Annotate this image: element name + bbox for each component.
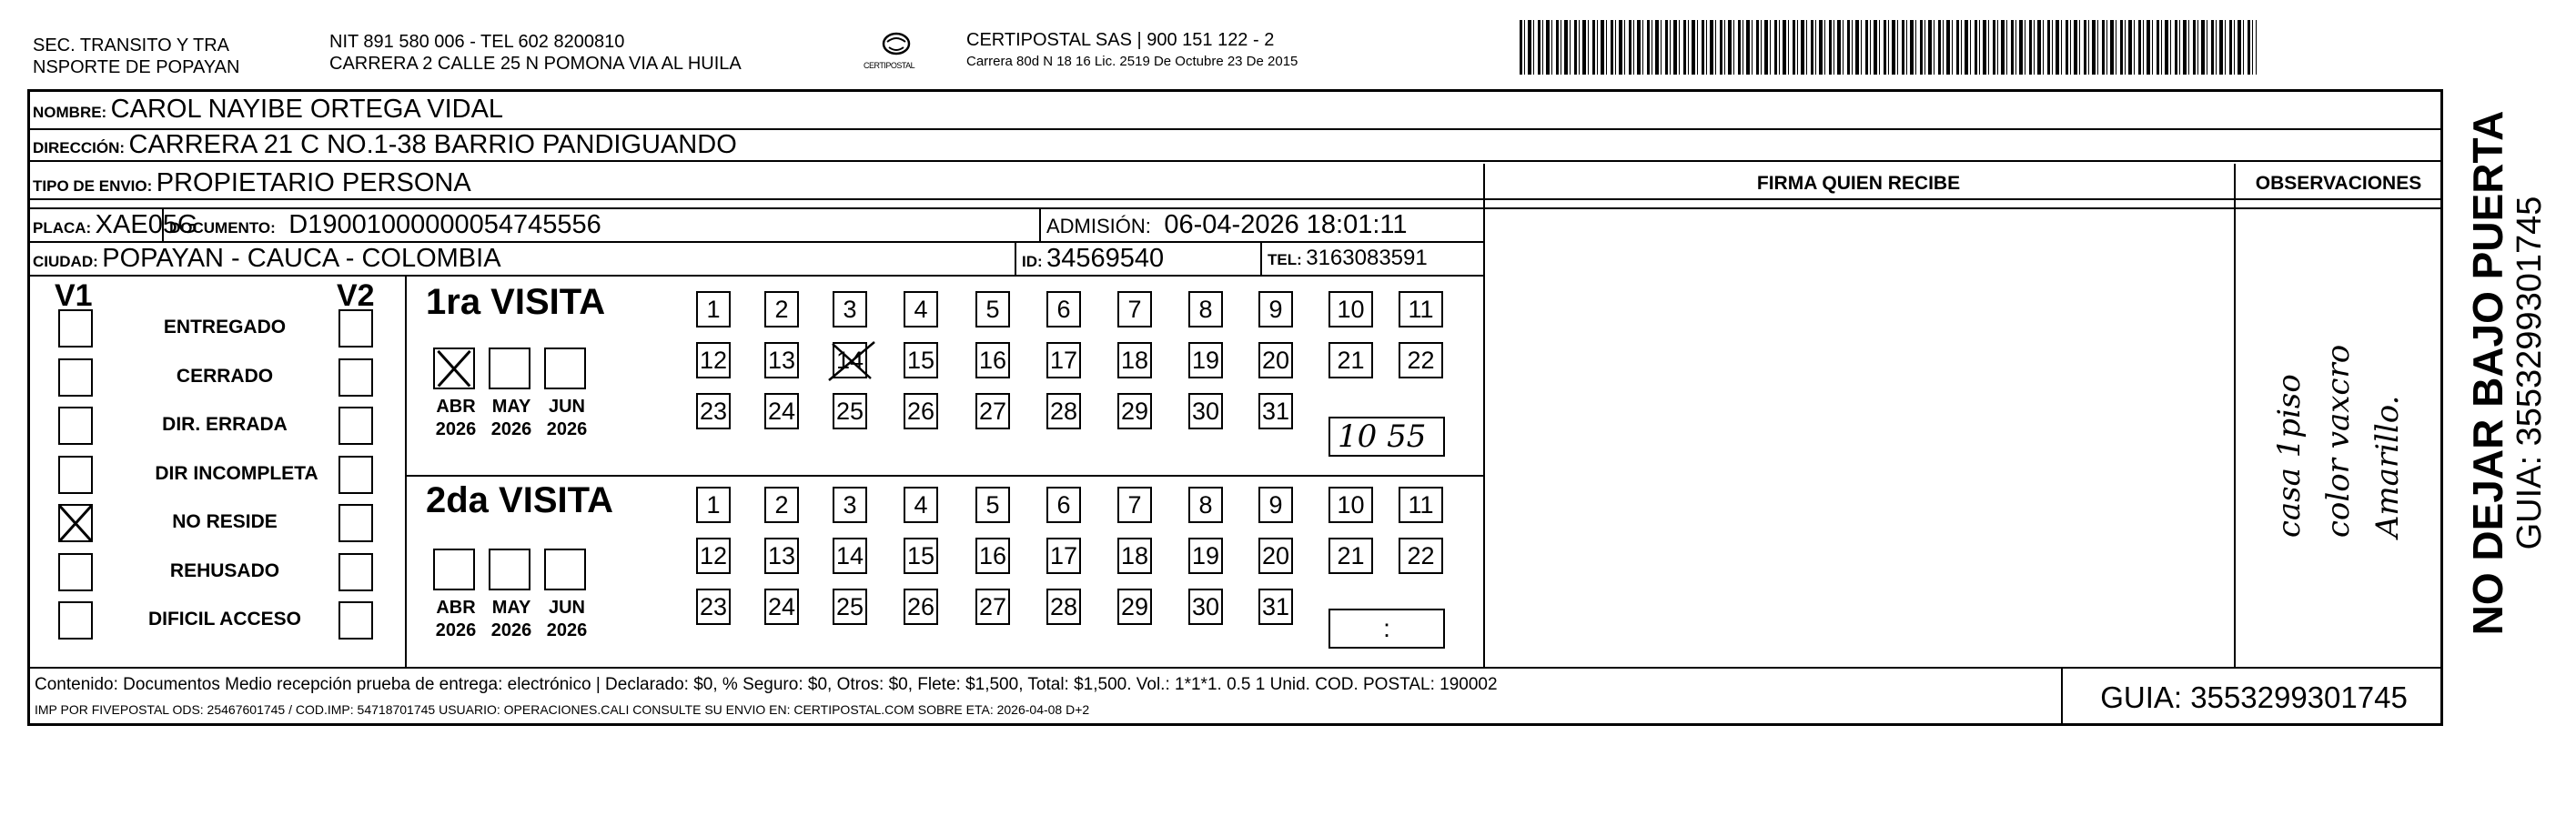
first-visit-day-12[interactable]: 12 [696,342,731,378]
second-visit-day-24[interactable]: 24 [764,589,799,625]
second-visit-day-5[interactable]: 5 [975,487,1010,523]
status-label: NO RESIDE [172,511,278,532]
v2-checkbox-5[interactable] [338,504,373,542]
first-visit-day-28[interactable]: 28 [1046,393,1081,429]
footer-contenido: Contenido: Documentos Medio recepción prueba de entrega: electrónico | Declarado: $0, % Seguro: $0, Otros: $0, Flete: $1,500, Total: $1,500. Vol.: 1*1*1. 0.5 1 Unid. COD. POSTAL: 190002 [35,675,1498,694]
ciudad-row [33,243,501,274]
direccion-label: DIRECCIÓN: [33,139,126,156]
first-visit-month-label: JUN [548,397,585,417]
second-visit-year-label: 2026 [546,620,588,640]
first-visit-day-10[interactable]: 10 [1328,291,1373,327]
first-visit-day-21[interactable]: 21 [1328,342,1373,378]
first-visit-day-14[interactable]: 14 [833,342,867,378]
id-value: 34569540 [1046,244,1165,273]
nombre-value: CAROL NAYIBE ORTEGA VIDAL [110,95,504,124]
second-visit-time-box[interactable] [1328,609,1445,649]
first-visit-year-label: 2026 [435,419,477,439]
tel-value: 3163083591 [1306,246,1428,270]
footer-imp: IMP POR FIVEPOSTAL ODS: 25467601745 / COD.IMP: 54718701745 USUARIO: OPERACIONES.CALI CONSULTE SU ENVIO EN: CERTIPOSTAL.COM SOBRE ETA: 2026-04-08 D+2 [35,702,1090,717]
second-visit-day-1[interactable]: 1 [696,487,731,523]
placa-label: PLACA: [33,219,92,237]
second-visit-month-checkbox[interactable] [489,549,530,590]
first-visit-month-checkbox[interactable] [544,348,586,389]
v2-checkbox-3[interactable] [338,407,373,445]
id-cell [1022,243,1164,274]
v1-checkbox-1[interactable] [58,309,93,348]
second-visit-day-15[interactable]: 15 [904,538,938,574]
first-visit-day-7[interactable]: 7 [1117,291,1152,327]
firma-header: FIRMA QUIEN RECIBE [1756,173,1961,194]
company-info [966,29,1298,70]
status-label: DIFICIL ACCESO [147,609,301,630]
first-visit-day-24[interactable]: 24 [764,393,799,429]
observation-line-1: casa 1piso [2271,374,2308,539]
documento-value: D19001000000054745556 [288,210,601,239]
first-visit-day-26[interactable]: 26 [904,393,938,429]
second-visit-day-23[interactable]: 23 [696,589,731,625]
first-visit-day-29[interactable]: 29 [1117,393,1152,429]
first-visit-day-31[interactable]: 31 [1258,393,1293,429]
first-visit-day-27[interactable]: 27 [975,393,1010,429]
v2-checkbox-2[interactable] [338,358,373,397]
tel-cell [1268,243,1428,274]
second-visit-day-31[interactable]: 31 [1258,589,1293,625]
first-visit-day-18[interactable]: 18 [1117,342,1152,378]
observations-handwriting [2248,227,2430,655]
tipo-envio-value: PROPIETARIO PERSONA [156,168,471,197]
second-visit-month-label: ABR [436,598,476,618]
status-label: DIR. ERRADA [162,414,288,435]
ciudad-value: POPAYAN - CAUCA - COLOMBIA [102,244,501,273]
admision-value: 06-04-2026 18:01:11 [1164,210,1408,239]
first-visit-year-label: 2026 [490,419,532,439]
placa-value: XAE05G [95,210,198,239]
first-visit-day-3[interactable]: 3 [833,291,867,327]
second-visit-day-2[interactable]: 2 [764,487,799,523]
company-line-2: Carrera 80d N 18 16 Lic. 2519 De Octubre 23 De 2015 [966,54,1298,69]
second-visit-day-29[interactable]: 29 [1117,589,1152,625]
tipo-envio-label: TIPO DE ENVIO: [33,177,153,195]
first-visit-time-box[interactable] [1328,417,1445,457]
company-line-1: CERTIPOSTAL SAS | 900 151 122 - 2 [966,30,1275,50]
second-visit-day-11[interactable]: 11 [1399,487,1443,523]
second-visit-day-10[interactable]: 10 [1328,487,1373,523]
second-visit-day-26[interactable]: 26 [904,589,938,625]
observation-line-3: Amarillo. [2369,395,2406,539]
v1-checkbox-3[interactable] [58,407,93,445]
first-visit-day-8[interactable]: 8 [1188,291,1223,327]
v1-checkbox-6[interactable] [58,553,93,591]
first-visit-day-30[interactable]: 30 [1188,393,1223,429]
nit-line-2: CARRERA 2 CALLE 25 N POMONA VIA AL HUILA [329,54,742,74]
org-line-1: SEC. TRANSITO Y TRA [33,35,229,55]
admision-label: ADMISIÓN: [1046,215,1151,237]
second-visit-month-checkbox[interactable] [433,549,475,590]
certipostal-logo [864,27,924,77]
documento-cell [169,209,601,240]
logo-text: CERTIPOSTAL [864,61,915,70]
second-visit-day-4[interactable]: 4 [904,487,938,523]
second-visit-day-7[interactable]: 7 [1117,487,1152,523]
second-visit-day-27[interactable]: 27 [975,589,1010,625]
second-visit-day-6[interactable]: 6 [1046,487,1081,523]
first-visit-month-checkbox[interactable] [489,348,530,389]
first-visit-day-13[interactable]: 13 [764,342,799,378]
first-visit-month-label: ABR [436,397,476,417]
first-visit-day-22[interactable]: 22 [1399,342,1443,378]
side-guia: GUIA: 3553299301745 [2510,196,2549,550]
documento-label: DOCUMENTO: [169,219,276,237]
v1-label: V1 [55,278,93,313]
second-visit-day-22[interactable]: 22 [1399,538,1443,574]
v1-checkbox-5[interactable] [58,504,93,542]
first-visit-day-9[interactable]: 9 [1258,291,1293,327]
second-visit-day-21[interactable]: 21 [1328,538,1373,574]
org-line-2: NSPORTE DE POPAYAN [33,57,240,77]
first-visit-month-label: MAY [491,397,531,417]
side-warning: NO DEJAR BAJO PUERTA [2464,110,2511,636]
second-visit-time: : [1383,614,1390,642]
first-visit-day-5[interactable]: 5 [975,291,1010,327]
direccion-row [33,129,737,160]
second-visit-month-label: JUN [548,598,585,618]
v1-checkbox-4[interactable] [58,456,93,494]
first-visit-day-2[interactable]: 2 [764,291,799,327]
v2-checkbox-4[interactable] [338,456,373,494]
first-visit-day-1[interactable]: 1 [696,291,731,327]
observaciones-header: OBSERVACIONES [2255,173,2422,194]
footer-guia: GUIA: 3553299301745 [2100,680,2408,714]
second-visit-day-13[interactable]: 13 [764,538,799,574]
first-visit-month-checkbox[interactable] [433,348,475,389]
side-text [2452,109,2561,637]
status-label: CERRADO [176,365,274,387]
nombre-label: NOMBRE: [33,104,107,121]
first-visit-year-label: 2026 [546,419,588,439]
second-visit-title: 2da VISITA [426,480,613,520]
second-visit-day-16[interactable]: 16 [975,538,1010,574]
second-visit-year-label: 2026 [435,620,477,640]
v2-checkbox-6[interactable] [338,553,373,591]
v2-checkbox-1[interactable] [338,309,373,348]
observation-line-2: color vaxcro [2320,344,2357,539]
barcode [1520,20,2257,75]
first-visit-day-16[interactable]: 16 [975,342,1010,378]
second-visit-day-9[interactable]: 9 [1258,487,1293,523]
ciudad-label: CIUDAD: [33,253,98,270]
direccion-value: CARRERA 21 C NO.1-38 BARRIO PANDIGUANDO [128,130,737,159]
second-visit-day-20[interactable]: 20 [1258,538,1293,574]
org-name [33,35,239,78]
tel-label: TEL: [1268,251,1302,268]
second-visit-day-17[interactable]: 17 [1046,538,1081,574]
status-label: DIR INCOMPLETA [155,462,318,484]
second-visit-month-checkbox[interactable] [544,549,586,590]
second-visit-day-14[interactable]: 14 [833,538,867,574]
second-visit-day-25[interactable]: 25 [833,589,867,625]
first-visit-title: 1ra VISITA [426,282,606,322]
v2-label: V2 [337,278,375,313]
admision-cell [1046,209,1408,240]
v1-checkbox-2[interactable] [58,358,93,397]
second-visit-day-12[interactable]: 12 [696,538,731,574]
second-visit-month-label: MAY [491,598,531,618]
second-visit-day-8[interactable]: 8 [1188,487,1223,523]
first-visit-day-6[interactable]: 6 [1046,291,1081,327]
second-visit-year-label: 2026 [490,620,532,640]
first-visit-day-11[interactable]: 11 [1399,291,1443,327]
first-visit-day-25[interactable]: 25 [833,393,867,429]
first-visit-day-15[interactable]: 15 [904,342,938,378]
v2-checkbox-7[interactable] [338,601,373,640]
second-visit-day-28[interactable]: 28 [1046,589,1081,625]
second-visit-day-3[interactable]: 3 [833,487,867,523]
org-contact [329,31,742,75]
first-visit-day-19[interactable]: 19 [1188,342,1223,378]
first-visit-day-23[interactable]: 23 [696,393,731,429]
second-visit-day-18[interactable]: 18 [1117,538,1152,574]
id-label: ID: [1022,253,1043,270]
first-visit-day-17[interactable]: 17 [1046,342,1081,378]
nombre-row [33,94,503,125]
nit-line-1: NIT 891 580 006 - TEL 602 8200810 [329,32,625,52]
first-visit-day-4[interactable]: 4 [904,291,938,327]
status-label: ENTREGADO [163,317,287,337]
second-visit-day-30[interactable]: 30 [1188,589,1223,625]
second-visit-day-19[interactable]: 19 [1188,538,1223,574]
status-label: REHUSADO [169,559,280,581]
tipo-envio-row [33,167,471,198]
first-visit-day-20[interactable]: 20 [1258,342,1293,378]
v1-checkbox-7[interactable] [58,601,93,640]
first-visit-time: 10 55 [1338,418,1427,455]
